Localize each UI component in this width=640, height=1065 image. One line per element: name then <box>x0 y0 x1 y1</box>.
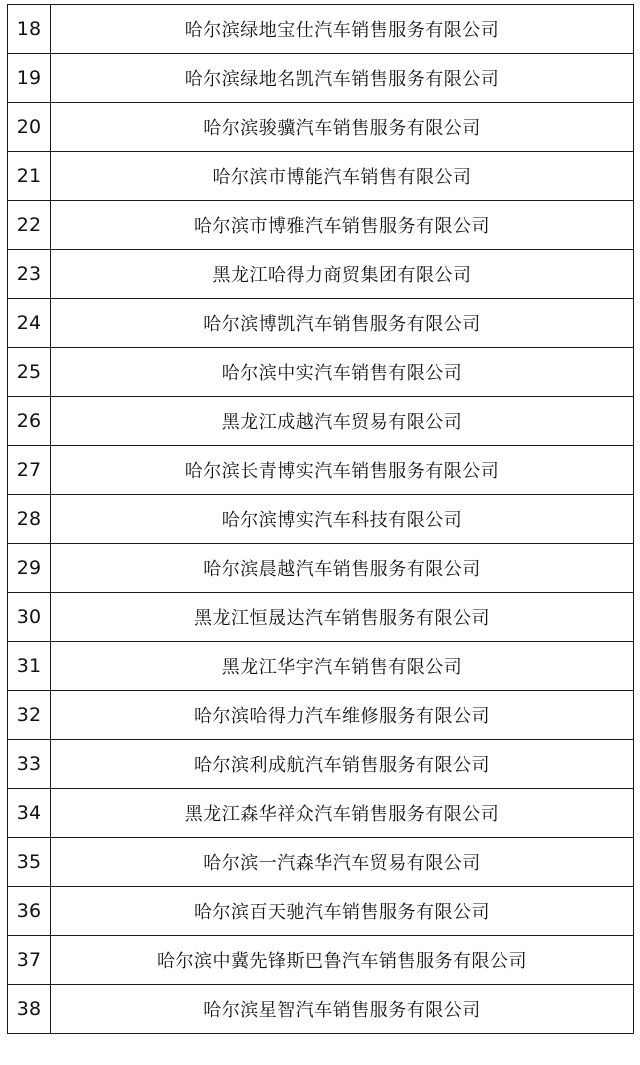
table-row <box>8 740 634 789</box>
row-number-cell: 38 <box>8 985 51 1034</box>
table-row <box>8 299 634 348</box>
row-number-cell: 28 <box>8 495 51 544</box>
table-row <box>8 838 634 887</box>
table-row <box>8 348 634 397</box>
row-number-cell: 24 <box>8 299 51 348</box>
company-name-cell: 哈尔滨哈得力汽车维修服务有限公司 <box>51 691 634 740</box>
row-number-cell: 23 <box>8 250 51 299</box>
row-number-cell: 26 <box>8 397 51 446</box>
row-number-cell: 19 <box>8 54 51 103</box>
table-row <box>8 936 634 985</box>
company-name-cell: 哈尔滨博凯汽车销售服务有限公司 <box>51 299 634 348</box>
company-name-cell: 哈尔滨中冀先锋斯巴鲁汽车销售服务有限公司 <box>51 936 634 985</box>
company-name-cell: 哈尔滨绿地宝仕汽车销售服务有限公司 <box>51 5 634 54</box>
row-number-cell: 18 <box>8 5 51 54</box>
table-row <box>8 152 634 201</box>
company-name-cell: 哈尔滨骏骥汽车销售服务有限公司 <box>51 103 634 152</box>
table-row <box>8 5 634 54</box>
row-number-cell: 20 <box>8 103 51 152</box>
row-number-cell: 30 <box>8 593 51 642</box>
company-table <box>7 4 634 1034</box>
table-row <box>8 446 634 495</box>
table-row <box>8 887 634 936</box>
table-row <box>8 985 634 1034</box>
company-name-cell: 黑龙江哈得力商贸集团有限公司 <box>51 250 634 299</box>
row-number-cell: 32 <box>8 691 51 740</box>
row-number-cell: 33 <box>8 740 51 789</box>
company-name-cell: 哈尔滨利成航汽车销售服务有限公司 <box>51 740 634 789</box>
table-row <box>8 642 634 691</box>
company-name-cell: 哈尔滨绿地名凯汽车销售服务有限公司 <box>51 54 634 103</box>
table-row <box>8 544 634 593</box>
table-row <box>8 691 634 740</box>
row-number-cell: 34 <box>8 789 51 838</box>
company-name-cell: 哈尔滨长青博实汽车销售服务有限公司 <box>51 446 634 495</box>
row-number-cell: 36 <box>8 887 51 936</box>
company-name-cell: 哈尔滨博实汽车科技有限公司 <box>51 495 634 544</box>
row-number-cell: 25 <box>8 348 51 397</box>
company-name-cell: 黑龙江华宇汽车销售有限公司 <box>51 642 634 691</box>
company-name-cell: 哈尔滨市博能汽车销售有限公司 <box>51 152 634 201</box>
company-name-cell: 黑龙江森华祥众汽车销售服务有限公司 <box>51 789 634 838</box>
table-row <box>8 789 634 838</box>
table-row <box>8 397 634 446</box>
row-number-cell: 29 <box>8 544 51 593</box>
company-name-cell: 黑龙江恒晟达汽车销售服务有限公司 <box>51 593 634 642</box>
row-number-cell: 27 <box>8 446 51 495</box>
table-row <box>8 250 634 299</box>
table-row <box>8 593 634 642</box>
company-name-cell: 哈尔滨晨越汽车销售服务有限公司 <box>51 544 634 593</box>
row-number-cell: 37 <box>8 936 51 985</box>
company-name-cell: 哈尔滨市博雅汽车销售服务有限公司 <box>51 201 634 250</box>
table-row <box>8 54 634 103</box>
table-body <box>8 5 634 1034</box>
company-name-cell: 哈尔滨一汽森华汽车贸易有限公司 <box>51 838 634 887</box>
company-name-cell: 哈尔滨中实汽车销售有限公司 <box>51 348 634 397</box>
table-row <box>8 201 634 250</box>
row-number-cell: 22 <box>8 201 51 250</box>
table-row <box>8 495 634 544</box>
company-name-cell: 哈尔滨百天驰汽车销售服务有限公司 <box>51 887 634 936</box>
company-name-cell: 哈尔滨星智汽车销售服务有限公司 <box>51 985 634 1034</box>
row-number-cell: 31 <box>8 642 51 691</box>
table-row <box>8 103 634 152</box>
company-name-cell: 黑龙江成越汽车贸易有限公司 <box>51 397 634 446</box>
row-number-cell: 35 <box>8 838 51 887</box>
row-number-cell: 21 <box>8 152 51 201</box>
